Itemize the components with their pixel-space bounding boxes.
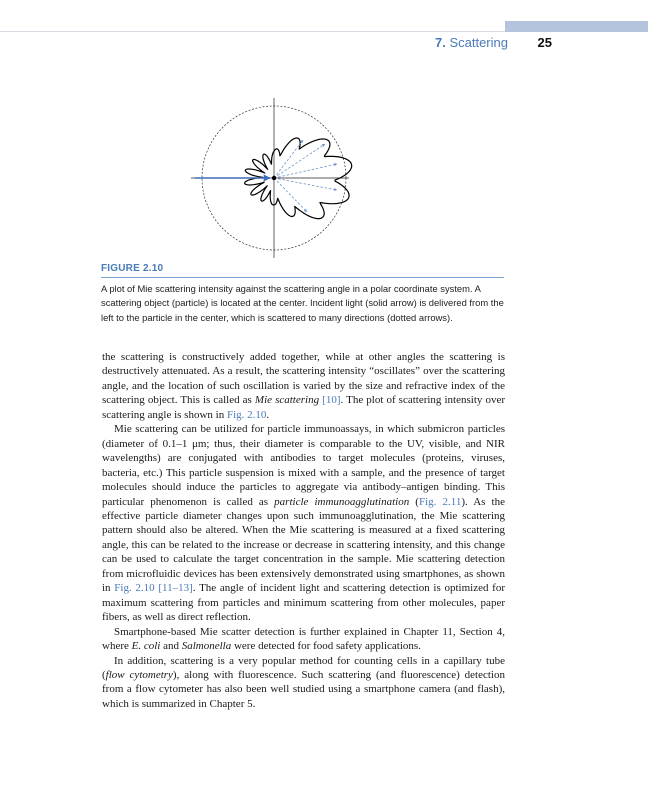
body-text <box>102 350 505 711</box>
header-accent-bar <box>505 21 648 32</box>
paragraph-4 <box>102 654 505 712</box>
running-header <box>0 35 648 53</box>
polar-plot-svg <box>185 92 355 262</box>
figure-polar-plot <box>185 92 355 262</box>
page-number: 25 <box>537 35 552 50</box>
text-run: and <box>160 640 182 653</box>
scattering-particle <box>272 176 276 180</box>
text-run: Mie scattering can be utilized for particle immunoassays, in which submicron particles (diameter of 0.1–1 μm; thus, their diameter is comparable to the UV, visible, and NIR wavelengths) are conjugated with antibodies to target molecules (proteins, viruses, bacteria, etc.) This particle suspension is mixed with a sample, and the presence of target molecules should induce the particles to aggregate via antibody–antigen binding. This particular phenomenon is called as <box>102 423 505 508</box>
text-run: ), along with fluorescence. Such scattering (and fluorescence) detection from a flow cytometer has also been well studied using a smartphone camera (and flash), which is summarized in Chapter 5. <box>102 668 505 710</box>
text-run: . The plot of scattering intensity over scattering angle is shown in <box>102 394 506 421</box>
emphasis: flow cytometry <box>105 668 173 681</box>
emphasis: E. coli <box>131 640 161 653</box>
figure-link[interactable]: Fig. 2.10 <box>114 582 155 595</box>
text-run: . <box>266 408 270 421</box>
caption-text: A plot of Mie scattering intensity against the scattering angle in a polar coordinate system. A scattering object (particle) is located at the center. Incident light (solid arrow) is delivered from the left to the particle in the center, which is scattered to many directions (dotted arrows). <box>101 283 504 323</box>
caption-rule <box>101 277 504 278</box>
text-run: the scattering is constructively added together, while at other angles the scattering is destructively attenuated. As a result, the scattering intensity “oscillates” over the scattering angle, and the location of such oscillation is varied by the size and refractive index of the scattering object. This is called as <box>102 351 505 407</box>
emphasis: Salmonella <box>181 640 232 653</box>
paragraph-3 <box>102 625 505 654</box>
chapter-number: 7. <box>434 35 446 50</box>
paragraph-1 <box>102 350 505 422</box>
text-run: ( <box>409 495 419 508</box>
text-run: . The angle of incident light and scattering detection is optimized for maximum scattering from particles and minimum scattering from other molecules, paper fibers, as well as direct reflection. <box>102 582 505 624</box>
figure-link[interactable]: Fig. 2.11 <box>418 495 462 508</box>
text-run: were detected for food safety applications. <box>231 640 421 653</box>
paragraph-2 <box>102 422 505 624</box>
citation-link[interactable]: [11–13] <box>158 582 193 595</box>
chapter-title: Scattering <box>449 35 508 50</box>
emphasis: particle immunoagglutination <box>274 495 410 508</box>
scattered-arrow <box>274 178 307 212</box>
figure-caption <box>101 263 504 325</box>
text-run: Smartphone-based Mie scatter detection is further explained in Chapter 11, Section 4, where <box>102 625 505 653</box>
running-title <box>435 35 508 50</box>
figure-link[interactable]: Fig. 2.10 <box>226 408 267 421</box>
figure-label: FIGURE 2.10 <box>101 263 164 274</box>
text-run: In addition, scattering is a very popular method for counting cells in a capillary tube ( <box>102 654 505 681</box>
emphasis: Mie scattering <box>254 394 320 407</box>
text-run: ). As the effective particle diameter changes upon such immunoagglutination, the Mie scattering pattern should also be altered. When the Mie scattering is measured at a fixed scattering angle, this can be related to the increase or decrease in scattering intensity, and this change can be used to calculate the target concentration in the sample. Mie scattering detection from microfluidic devices has been extensively demonstrated using smartphones, as shown in <box>102 495 505 595</box>
citation-link[interactable]: [10] <box>322 394 341 407</box>
scattered-arrow <box>274 140 303 178</box>
